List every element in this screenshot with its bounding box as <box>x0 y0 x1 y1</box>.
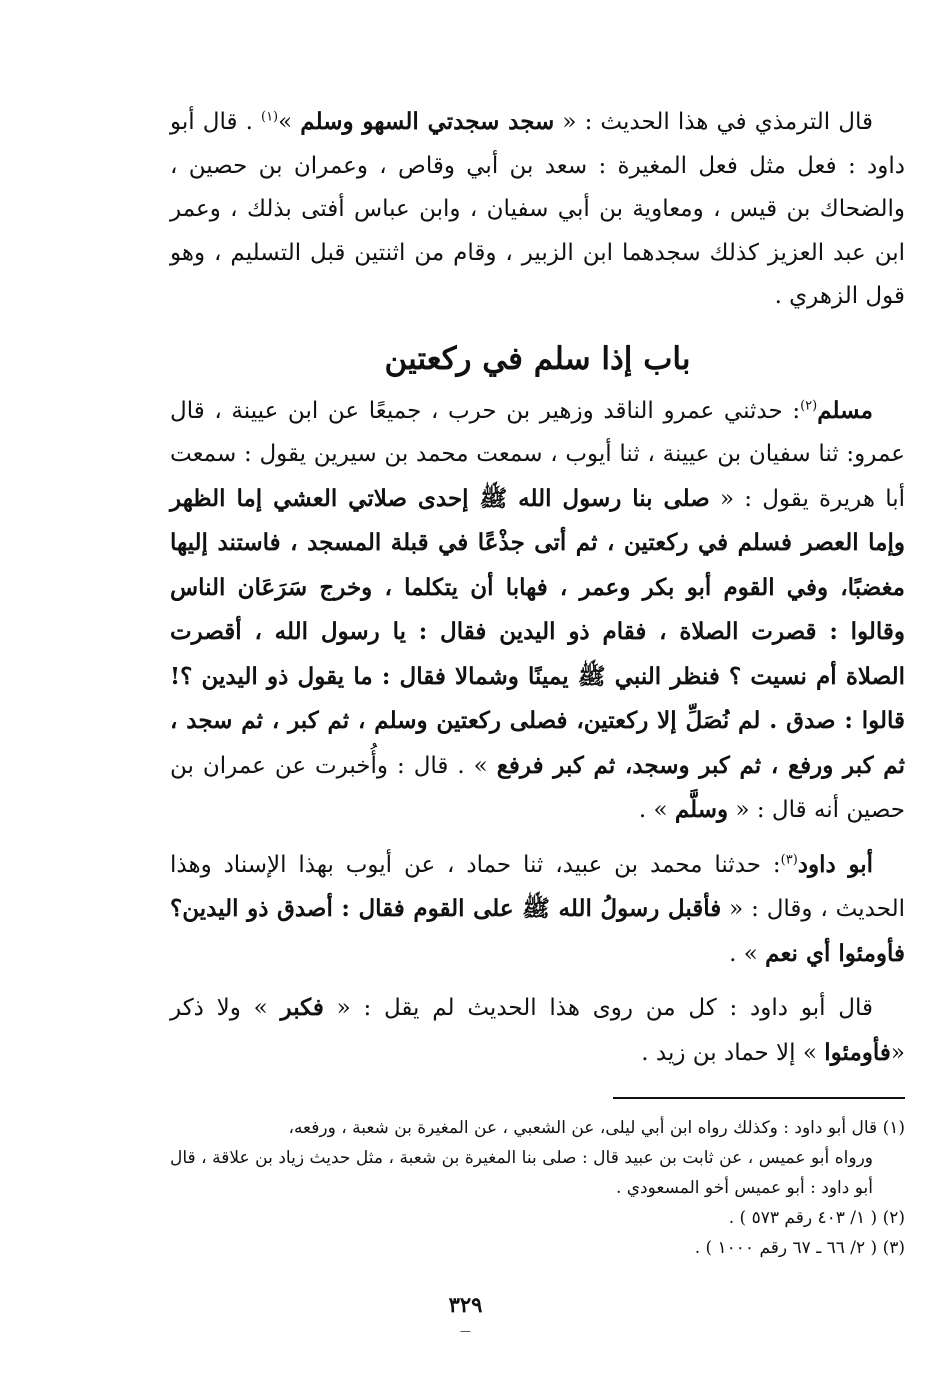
text-run: » ولا ذكر « <box>170 995 905 1066</box>
hadith-text: فأومئوا <box>824 1038 891 1066</box>
text-run: قال أبو داود : كل من روى هذا الحديث لم يقل : « <box>323 995 873 1021</box>
hadith-text: وسلَّم <box>674 796 729 823</box>
text-run: » . <box>638 797 675 823</box>
text-run: » . قال : وأُخبرت عن عمران بن حصين أنه قال : « <box>170 752 905 823</box>
hadith-text: صلى بنا رسول الله ﷺ إحدى صلاتي العشي إما الظهر وإما العصر فسلم في ركعتين ، ثم أتى جذْعًا في قبلة المسجد ، فاستند إليها مغضبًا، وفي القوم أبو بكر وعمر ، فهابا أن يتكلما ، وخرج سَرَعَان الناس وقالوا : قصرت الصلاة ، فقام ذو اليدين فقال : يا رسول الله ، أقصرت الصلاة أم نسيت ؟ فنظر النبي ﷺ يمينًا وشمالا فقال : ما يقول ذو اليدين ؟! قالوا : صدق . لم نُصَلِّ إلا ركعتين، فصلى ركعتين وسلم ، ثم كبر ، ثم سجد ، ثم كبر ورفع ، ثم كبر وسجد، ثم كبر فرفع <box>170 484 906 779</box>
text-run: : حدثني عمرو الناقد وزهير بن حرب ، جميعًا عن ابن عيينة ، قال عمرو: ثنا سفيان بن عيينة ، ثنا أيوب ، سمعت محمد بن سيرين يقول : سمعت أبا هريرة يقول : « <box>170 397 906 512</box>
footnote-divider <box>613 1097 905 1099</box>
hadith-text: فكبر <box>280 994 324 1021</box>
source-name: أبو داود <box>797 850 873 878</box>
paragraph-muslim <box>170 389 905 833</box>
text-run: » إلا حماد بن زيد . <box>641 1039 825 1066</box>
footnote-2: (٢) ( ١/ ٤٠٣ رقم ٥٧٣ ) . <box>728 1208 905 1228</box>
hadith-text: فأقبل رسولُ الله ﷺ على القوم فقال : أصدق ذو اليدين؟ فأومئوا أي نعم <box>170 895 905 967</box>
page-mark: ـــ <box>460 1322 471 1335</box>
footnote-1-continued: ورواه أبو عميس ، عن ثابت بن عبيد قال : صلى بنا المغيرة بن شعبة ، مثل حديث زياد بن علاقة ، قال أبو داود : أبو عميس أخو المسعودي . <box>170 1148 873 1198</box>
footnote-1: (١) قال أبو داود : وكذلك رواه ابن أبي ليلى، عن الشعبي ، عن المغيرة بن شعبة ، ورفعه، <box>288 1118 905 1138</box>
document-page <box>170 100 905 1263</box>
footnote-3: (٣) ( ٢/ ٦٦ ـ ٦٧ رقم ١٠٠٠ ) . <box>694 1238 905 1258</box>
paragraph-tirmidhi <box>170 100 905 319</box>
footnote-ref-1[interactable]: (١) <box>260 109 279 125</box>
paragraph-abu-dawud-comment <box>170 986 905 1075</box>
text-run: » <box>278 109 301 135</box>
text-run: . قال أبو داود : فعل مثل فعل المغيرة : سعد بن أبي وقاص ، وعمران بن حصين ، والضحاك بن قيس ، ومعاوية بن أبي سفيان ، وابن عباس أفتى بذلك ، وعمر ابن عبد العزيز كذلك سجدهما ابن الزبير ، وقام من اثنتين قبل التسليم ، وهو قول الزهري . <box>170 109 905 309</box>
text-run: : حدثنا محمد بن عبيد، ثنا حماد ، عن أيوب بهذا الإسناد وهذا الحديث ، وقال : « <box>170 851 905 922</box>
text-run: » . <box>729 940 766 967</box>
text-run: قال الترمذي في هذا الحديث : « <box>554 109 873 135</box>
footnote-ref-2[interactable]: (٢) <box>800 397 818 413</box>
page-number: ٣٢٩ <box>448 1292 483 1317</box>
footnotes <box>170 1113 905 1263</box>
paragraph-abu-dawud <box>170 843 905 977</box>
hadith-text: سجد سجدتي السهو وسلم <box>300 108 555 135</box>
source-name: مسلم <box>817 396 873 424</box>
footnote-ref-3[interactable]: (٣) <box>780 851 798 867</box>
chapter-heading: باب إذا سلم في ركعتين <box>384 340 691 377</box>
